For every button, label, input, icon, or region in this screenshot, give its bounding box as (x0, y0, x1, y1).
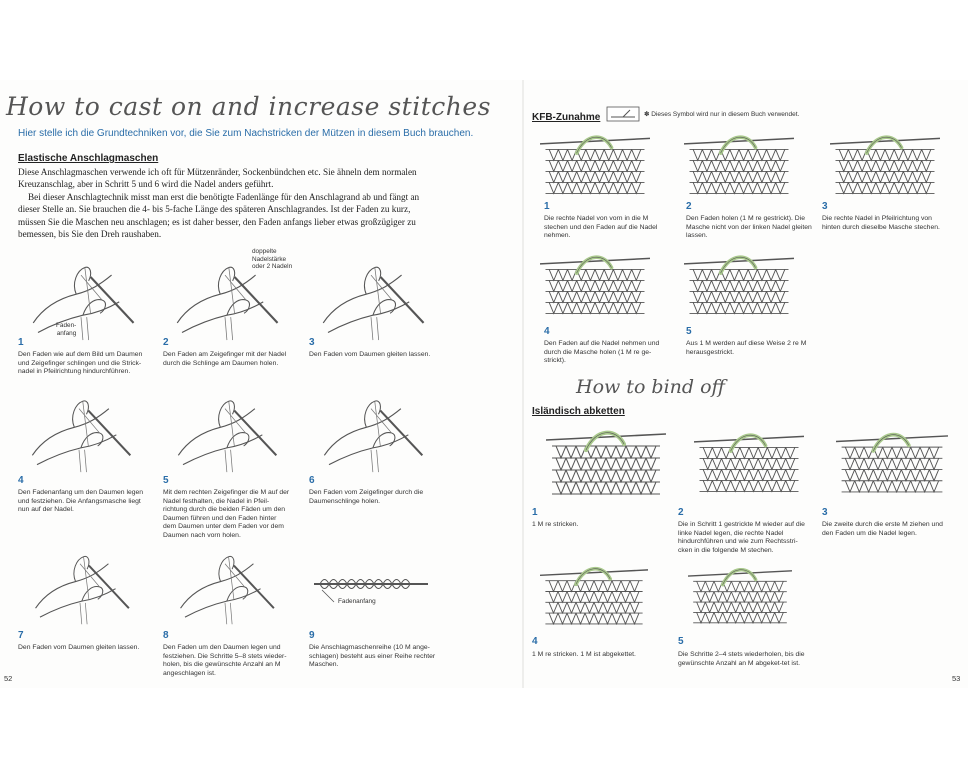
step-number: 2 (686, 201, 692, 212)
step-number: 5 (163, 475, 169, 486)
handwritten-bind-off: How to bind off (576, 376, 726, 398)
hand-knitting-illustration (20, 546, 140, 626)
step-caption: 1 M re stricken. (532, 521, 579, 528)
label-needle-size: doppelte Nadelstärke oder 2 Nadeln (252, 248, 293, 271)
knitted-fabric-illustration (688, 562, 792, 630)
knitted-fabric-illustration (684, 132, 794, 198)
hand-knitting-illustration (18, 390, 140, 474)
hand-knitting-illustration (312, 256, 430, 342)
knitted-fabric-illustration (836, 428, 948, 498)
step-number: 4 (532, 636, 538, 647)
knitted-fabric-illustration (546, 428, 666, 498)
page-number-right: 53 (952, 674, 961, 683)
symbol-note: ✽ Dieses Symbol wird nur in diesem Buch verwendet. (644, 111, 800, 118)
step-caption: Den Faden vom Daumen gleiten lassen. (18, 644, 140, 651)
intro-text: Hier stelle ich die Grundtechniken vor, die Sie zum Nachstricken der Mützen in diesem Buch brauchen. (18, 128, 474, 139)
step-number: 3 (309, 337, 315, 348)
page-number-left: 52 (4, 674, 13, 683)
step-number: 6 (309, 475, 315, 486)
step-number: 9 (309, 630, 315, 641)
step-number: 1 (544, 201, 550, 212)
step-caption: Den Faden am Zeigefinger mit der Nadel durch die Schlinge am Daumen holen. (163, 351, 287, 367)
paragraph-1: Diese Anschlagmaschen verwende ich oft für Mützenränder, Sockenbündchen etc. Sie ähneln dem normalen Kreuzanschlag, aber in Schritt 5 und 6 wird die Nadel anders geführt. (18, 167, 417, 190)
step-caption: Die rechte Nadel in Pfeilrichtung von hinten durch dieselbe Masche stechen. (822, 215, 940, 231)
step-caption: 1 M re stricken. 1 M ist abgekettet. (532, 651, 636, 658)
step-number: 4 (18, 475, 24, 486)
hand-knitting-illustration (166, 390, 284, 474)
hand-knitting-illustration (22, 256, 140, 342)
section-title-kfb: KFB-Zunahme (532, 112, 601, 123)
step-number: 4 (544, 326, 550, 337)
step-number: 7 (18, 630, 24, 641)
step-number: 1 (532, 507, 538, 518)
step-caption: Den Faden wie auf dem Bild um Daumen und Zeigefinger schlingen und die Strick-nadel in Pfeilrichtung hindurchführen. (18, 351, 143, 376)
knitted-fabric-illustration (540, 252, 650, 318)
paragraph-2: Bei dieser Anschlagtechnik misst man erst die benötigte Fadenlänge für den Anschlagrand ab und fängt an dieser Stelle an. Sie brauchen die 4- bis 5-fache Länge des späteren Anschlagrandes. Ist der Faden zu kurz, müssen Sie die Maschen neu anschlagen; es ist daher besser, den Faden anfangs lieber etwas großzügiger zu bemessen, bis Sie den Dreh raushaben. (18, 191, 420, 240)
step-number: 8 (163, 630, 169, 641)
step-caption: Die Anschlagmaschenreihe (10 M ange-schlagen) besteht aus einer Reihe rechter Maschen. (309, 644, 436, 669)
knitted-fabric-illustration (694, 428, 804, 498)
step-caption: Die rechte Nadel von vorn in die M stechen und den Faden auf die Nadel nehmen. (544, 215, 658, 240)
step-number: 2 (678, 507, 684, 518)
label-fadenanfang: Faden- anfang (56, 322, 77, 337)
knitted-fabric-illustration (540, 562, 648, 630)
step-caption: Den Faden vom Daumen gleiten lassen. (309, 351, 431, 358)
step-caption: Den Faden um den Daumen legen und festziehen. Die Schritte 5–8 stets wieder-holen, bis die gewünschte Anzahl an M angeschlagen ist. (163, 644, 287, 677)
step-caption: Die in Schritt 1 gestrickte M wieder auf die linke Nadel legen, die rechte Nadel hindurchführen und wie zum Rechtsstri-cken in die folgende M stechen. (678, 521, 805, 554)
label-fadenanfang: Fadenanfang (338, 598, 376, 605)
knitted-fabric-illustration (684, 252, 794, 318)
knitted-fabric-illustration (540, 132, 650, 198)
knitted-fabric-illustration (830, 132, 940, 198)
step-caption: Die Schritte 2–4 stets wiederholen, bis die gewünschte Anzahl an M abgeket-tet ist. (678, 651, 805, 667)
kfb-symbol-icon (606, 106, 640, 122)
step-number: 3 (822, 507, 828, 518)
hand-knitting-illustration (312, 390, 430, 474)
step-caption: Den Faden vom Zeigefinger durch die Daumenschlinge holen. (309, 489, 424, 505)
book-gutter (522, 80, 524, 688)
step-number: 5 (686, 326, 692, 337)
step-caption: Den Faden holen (1 M re gestrickt). Die Masche nicht von der linken Nadel gleiten lassen. (686, 215, 812, 240)
step-number: 1 (18, 337, 24, 348)
step-caption: Aus 1 M werden auf diese Weise 2 re M herausgestrickt. (686, 340, 807, 356)
step-number: 3 (822, 201, 828, 212)
step-caption: Den Faden auf die Nadel nehmen und durch die Masche holen (1 M re ge-strickt). (544, 340, 660, 365)
section-title-cast-on: Elastische Anschlagmaschen (18, 153, 159, 164)
handwritten-title: How to cast on and increase stitches (6, 92, 491, 121)
section-title-bind-off: Isländisch abketten (532, 406, 625, 417)
step-number: 2 (163, 337, 169, 348)
step-number: 5 (678, 636, 684, 647)
step-caption: Mit dem rechten Zeigefinger die M auf der Nadel festhalten, die Nadel in Pfeil-richtung durch die beiden Fäden um den Daumen führen und den Faden hinter dem Daumen unter dem Faden vor dem Daumen nach vorn holen. (163, 489, 290, 539)
step-caption: Die zweite durch die erste M ziehen und den Faden um die Nadel legen. (822, 521, 943, 537)
step-caption: Den Fadenanfang um den Daumen legen und festziehen. Die Anfangsmasche liegt nun auf der Nadel. (18, 489, 144, 514)
hand-knitting-illustration (166, 546, 284, 626)
body-text (18, 166, 438, 240)
